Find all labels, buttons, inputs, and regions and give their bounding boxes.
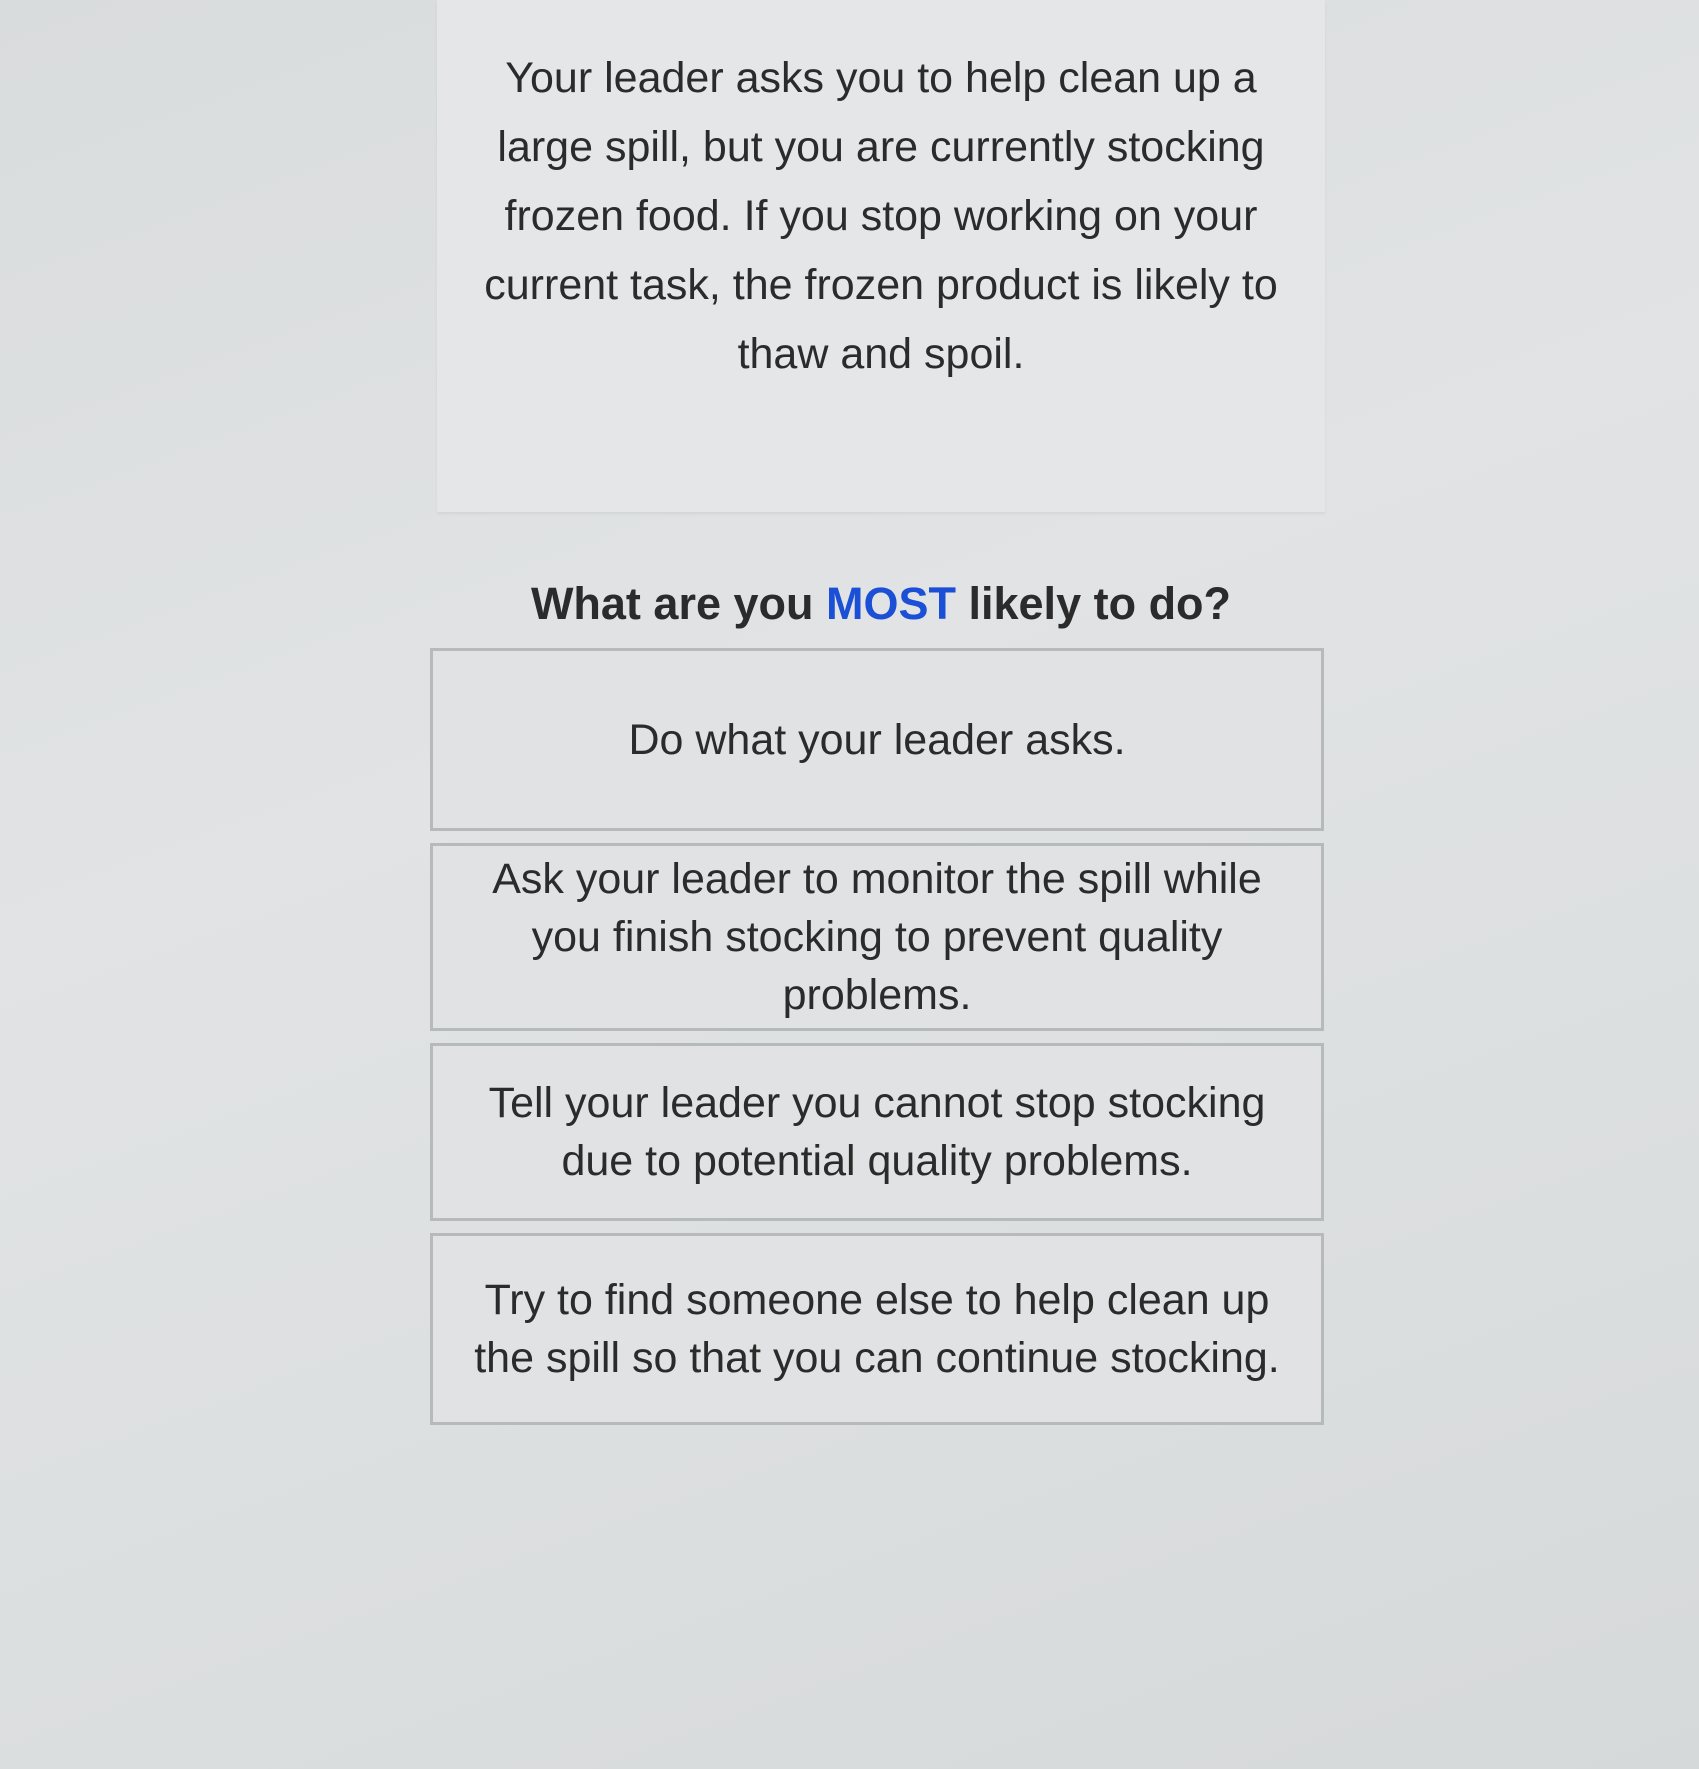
scenario-text: Your leader asks you to help clean up a large spill, but you are currently stocking frozen food. If you stop working on your current task, the frozen product is likely to thaw and spoil.	[484, 54, 1278, 378]
answer-option-label: Tell your leader you cannot stop stocking due to potential quality problems.	[488, 1079, 1266, 1185]
scenario-card	[437, 0, 1325, 512]
answer-option-3[interactable]	[430, 1043, 1324, 1221]
answer-option-1[interactable]	[430, 648, 1324, 831]
answer-option-2[interactable]	[430, 843, 1324, 1031]
question-prompt	[437, 578, 1325, 630]
answer-option-4[interactable]	[430, 1233, 1324, 1425]
answer-option-label: Do what your leader asks.	[628, 715, 1126, 764]
question-emphasis: MOST	[826, 578, 956, 629]
question-prefix: What are you	[530, 578, 826, 629]
question-suffix: likely to do?	[956, 578, 1232, 629]
answer-option-label: Ask your leader to monitor the spill while you finish stocking to prevent quality problems.	[492, 855, 1262, 1019]
answer-option-label: Try to find someone else to help clean up the spill so that you can continue stocking.	[474, 1276, 1280, 1382]
answer-options	[430, 648, 1324, 1425]
